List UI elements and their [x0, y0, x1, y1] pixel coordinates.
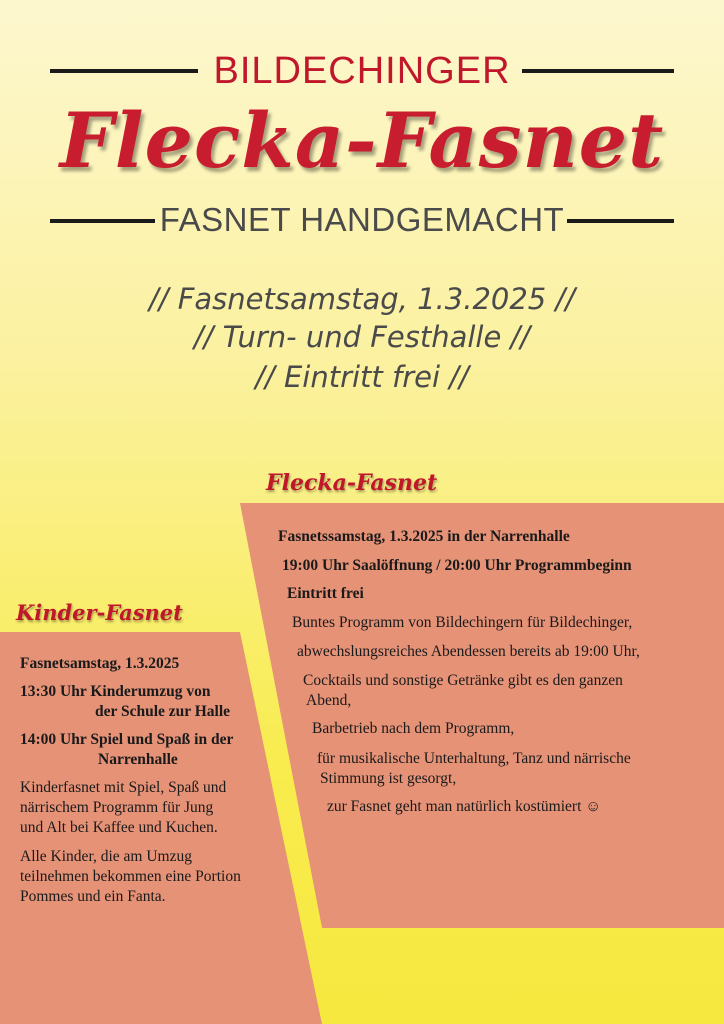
flecka-admission-line: Eintritt frei [287, 585, 364, 602]
info-admission: // Eintritt frei // [255, 360, 469, 394]
kinder-desc-line-1: Kinderfasnet mit Spiel, Spaß und [20, 779, 227, 796]
flecka-costume-line: zur Fasnet geht man natürlich kostümiert ☺ [327, 798, 602, 815]
kinder-parade-line: 13:30 Uhr Kinderumzug von [20, 683, 211, 700]
kinder-heading: Kinder-Fasnet [16, 600, 183, 625]
flecka-cocktails-line: Cocktails und sonstige Getränke gibt es den ganzen [303, 672, 623, 689]
flecka-time-line: 19:00 Uhr Saalöffnung / 20:00 Uhr Programmbeginn [282, 557, 632, 574]
flecka-cocktails-line-2: Abend, [306, 692, 352, 709]
kinder-date-line: Fasnetsamstag, 1.3.2025 [20, 655, 180, 672]
main-title: Flecka-Fasnet [59, 96, 665, 185]
kinder-note-line-1: Alle Kinder, die am Umzug [20, 848, 192, 865]
flecka-date-line: Fasnetssamstag, 1.3.2025 in der Narrenhalle [278, 528, 570, 545]
top-title: BILDECHINGER [213, 50, 511, 92]
kinder-games-line: 14:00 Uhr Spiel und Spaß in der [20, 731, 234, 748]
info-location: // Turn- und Festhalle // [193, 320, 531, 354]
kinder-desc-line-2: närrischem Programm für Jung [20, 799, 214, 816]
kinder-note-line-3: Pommes und ein Fanta. [20, 888, 166, 905]
subtitle: FASNET HANDGEMACHT [159, 201, 565, 238]
flecka-music-line: für musikalische Unterhaltung, Tanz und närrische [317, 750, 631, 767]
info-date: // Fasnetsamstag, 1.3.2025 // [148, 282, 576, 316]
flecka-program-line: Buntes Programm von Bildechingern für Bildechinger, [292, 614, 633, 631]
flecka-dinner-line: abwechslungsreiches Abendessen bereits ab 19:00 Uhr, [297, 643, 640, 660]
flecka-music-line-2: Stimmung ist gesorgt, [320, 770, 457, 787]
kinder-games-line-2: Narrenhalle [98, 751, 178, 768]
kinder-parade-line-2: der Schule zur Halle [95, 703, 231, 720]
kinder-note-line-2: teilnehmen bekommen eine Portion [20, 868, 241, 885]
flecka-bar-line: Barbetrieb nach dem Programm, [312, 720, 515, 737]
flecka-heading: Flecka-Fasnet [266, 470, 438, 496]
kinder-desc-line-3: und Alt bei Kaffee und Kuchen. [20, 819, 218, 836]
